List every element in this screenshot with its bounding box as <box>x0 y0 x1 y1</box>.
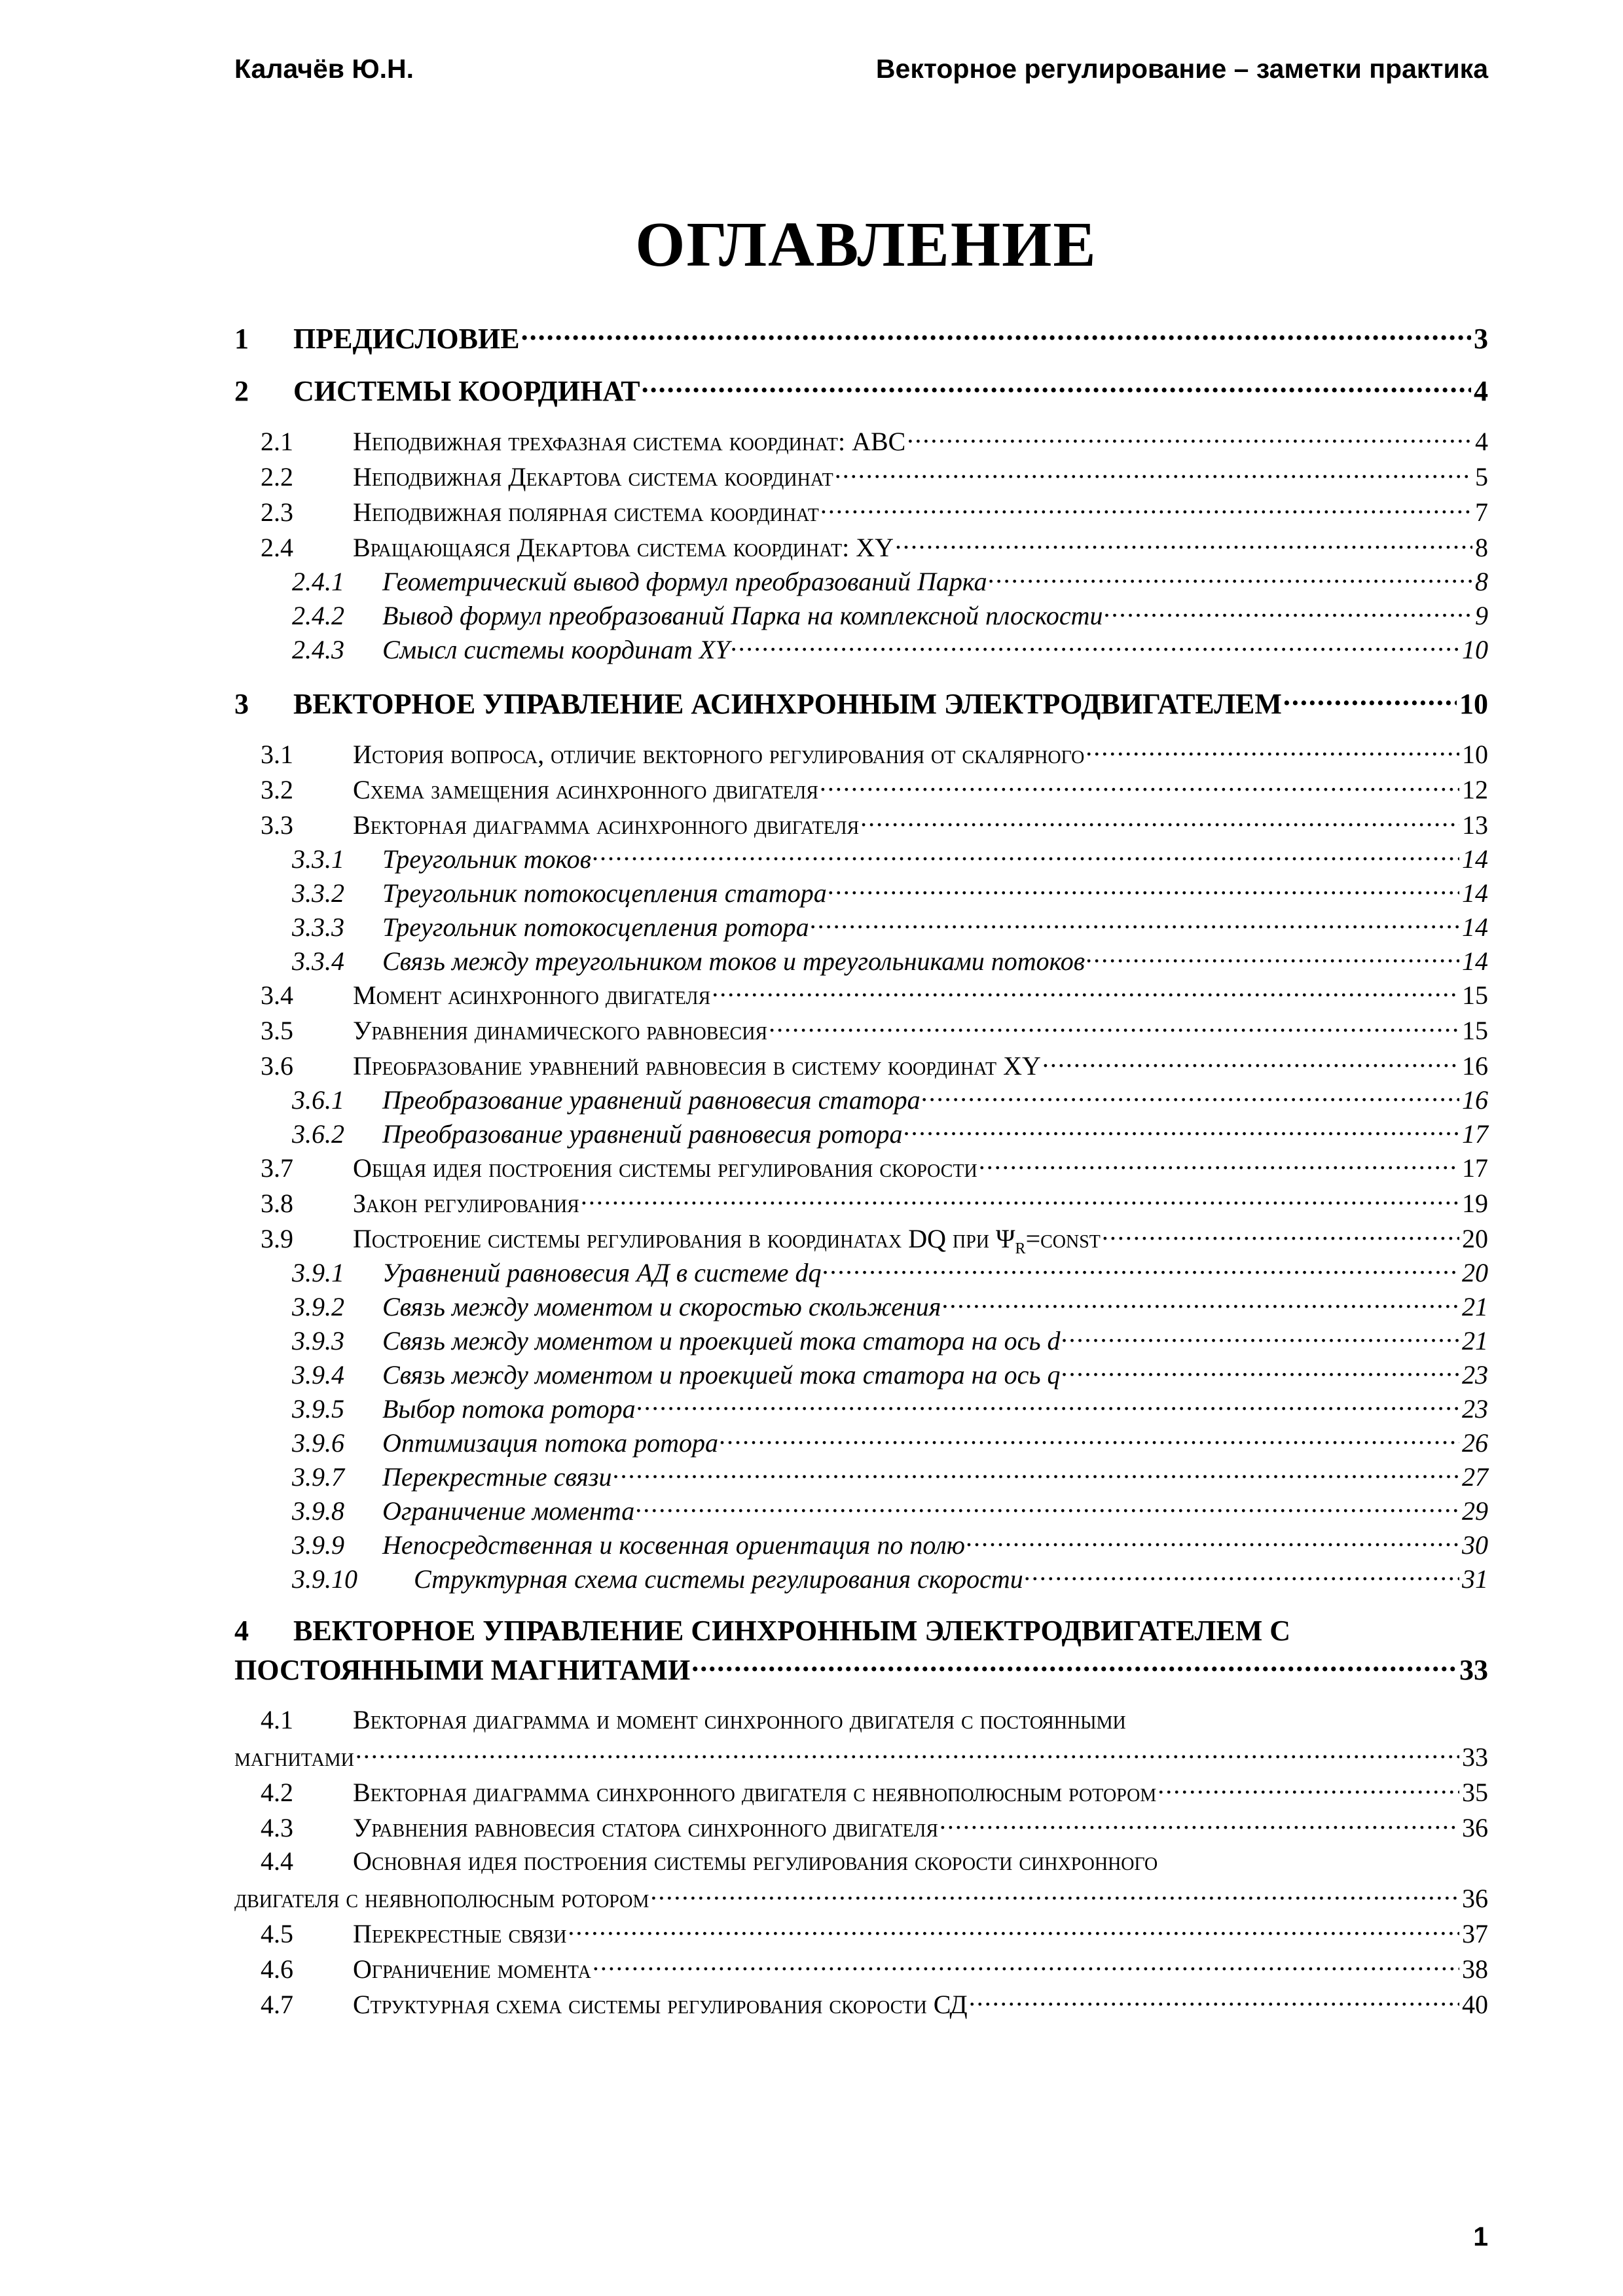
toc-entry-page: 29 <box>1462 1496 1488 1526</box>
toc-entry-3-3-2[interactable] <box>234 876 1488 908</box>
toc-entry-page: 33 <box>1462 1742 1488 1772</box>
toc-entry-number: 3.9.6 <box>292 1428 344 1458</box>
toc-entry-3-1[interactable] <box>234 737 1488 770</box>
toc-entry-title: Ограничение момента <box>382 1496 635 1526</box>
toc-entry-number: 2.2 <box>261 462 293 492</box>
toc-entry-page: 36 <box>1462 1813 1488 1842</box>
toc-entry-title: Векторная диаграмма и момент синхронного двигателя с постоянными <box>353 1705 1126 1734</box>
toc-entry-number: 3.6.1 <box>292 1085 344 1115</box>
toc-leader-dots <box>649 1881 1459 1907</box>
toc-leader-dots <box>1084 737 1459 763</box>
toc-leader-dots <box>894 530 1472 556</box>
toc-entry-page: 7 <box>1475 497 1488 527</box>
toc-leader-dots <box>903 1117 1459 1143</box>
toc-entry-title-subscript: R <box>1015 1240 1026 1257</box>
toc-entry-number: 2.3 <box>261 497 293 527</box>
toc-entry-3-4[interactable] <box>234 978 1488 1011</box>
toc-entry-2-4-1[interactable] <box>234 564 1488 597</box>
toc-entry-title: Основная идея построения системы регулирования скорости синхронного <box>353 1846 1158 1876</box>
toc-entry-title <box>353 1223 1101 1258</box>
toc-entry-4-3[interactable] <box>234 1810 1488 1843</box>
toc-entry-title: Связь между моментом и скоростью скольжения <box>382 1292 941 1321</box>
toc-entry-page: 9 <box>1475 601 1488 630</box>
toc-leader-dots <box>767 1013 1459 1039</box>
toc-entry-page: 16 <box>1462 1051 1488 1081</box>
toc-entry-number: 3.4 <box>261 980 293 1010</box>
toc-entry-4-7[interactable] <box>234 1987 1488 2020</box>
toc-entry-number: 4.7 <box>261 1990 293 2019</box>
toc-entry-title: Треугольник токов <box>382 844 592 874</box>
toc-entry-page: 23 <box>1462 1360 1488 1390</box>
toc-entry-number: 4.6 <box>261 1954 293 1984</box>
toc-entry-3-6-1[interactable] <box>234 1083 1488 1115</box>
toc-entry-title: Связь между моментом и проекцией тока статора на ось q <box>382 1360 1061 1390</box>
toc-entry-3-3[interactable] <box>234 808 1488 840</box>
toc-entry-title: СИСТЕМЫ КООРДИНАТ <box>293 375 640 407</box>
toc-leader-dots <box>690 1651 1457 1679</box>
toc-leader-dots <box>941 1289 1459 1316</box>
toc-leader-dots <box>1101 1221 1459 1247</box>
toc-entry-title: Треугольник потокосцепления статора <box>382 878 827 908</box>
toc-entry-title: Вращающаяся Декартова система координат: XY <box>353 533 894 562</box>
toc-entry-title: Неподвижная трехфазная система координат: ABC <box>353 427 906 456</box>
toc-entry-number: 2 <box>234 375 249 407</box>
toc-entry-number: 3.3.4 <box>292 946 344 976</box>
toc-entry-title: Выбор потока ротора <box>382 1394 636 1424</box>
toc-entry-number: 4 <box>234 1615 249 1647</box>
toc-entry-3-9-2[interactable] <box>234 1289 1488 1322</box>
toc-entry-number: 2.4.1 <box>292 567 344 596</box>
toc-entry-number: 3.9.5 <box>292 1394 344 1424</box>
toc-entry-number: 4.2 <box>261 1778 293 1807</box>
toc-entry-title: Преобразование уравнений равновесия ротора <box>382 1119 903 1149</box>
toc-entry-title-continued: двигателя с неявнополюсным ротором <box>234 1884 649 1913</box>
toc-entry-title: Смысл системы координат XY <box>382 635 730 664</box>
toc-entry-page: 8 <box>1475 533 1488 562</box>
toc-leader-dots <box>591 842 1459 868</box>
toc-leader-dots <box>579 1186 1459 1212</box>
toc-entry-4-1-line2[interactable] <box>234 1740 1488 1772</box>
toc-leader-dots <box>1061 1323 1459 1350</box>
toc-leader-dots <box>1156 1775 1459 1801</box>
toc-entry-4-1-line1[interactable] <box>234 1704 1488 1735</box>
toc-leader-dots <box>938 1810 1459 1837</box>
toc-entry-title: Перекрестные связи <box>382 1462 612 1492</box>
toc-entry-title: ВЕКТОРНОЕ УПРАВЛЕНИЕ СИНХРОННЫМ ЭЛЕКТРОДВИГАТЕЛЕМ С <box>293 1615 1291 1647</box>
toc-entry-page: 10 <box>1462 635 1488 664</box>
toc-leader-dots <box>1023 1562 1459 1588</box>
toc-leader-dots <box>1041 1049 1459 1075</box>
toc-entry-title: Геометрический вывод формул преобразований Парка <box>382 567 987 596</box>
toc-entry-title: Общая идея построения системы регулирования скорости <box>353 1153 977 1183</box>
toc-entry-page: 20 <box>1462 1258 1488 1287</box>
toc-entry-4-4-line1[interactable] <box>234 1846 1488 1876</box>
toc-leader-dots <box>809 910 1459 936</box>
toc-entry-number: 3.9.7 <box>292 1462 344 1492</box>
toc-entry-3-9-1[interactable] <box>234 1255 1488 1288</box>
toc-entry-3-9[interactable] <box>234 1221 1488 1258</box>
toc-entry-number: 3.9.2 <box>292 1292 344 1321</box>
toc-leader-dots <box>818 772 1459 798</box>
toc-entry-3-9-4[interactable] <box>234 1357 1488 1390</box>
toc-entry-2-4-3[interactable] <box>234 632 1488 665</box>
toc-entry-3-3-3[interactable] <box>234 910 1488 942</box>
toc-entry-page: 38 <box>1462 1954 1488 1984</box>
toc-leader-dots <box>640 372 1471 401</box>
page-number: 1 <box>1473 2221 1488 2251</box>
toc-title: ОГЛАВЛЕНИЕ <box>635 209 1097 280</box>
toc-entry-number: 3.9.4 <box>292 1360 344 1390</box>
toc-leader-dots <box>977 1151 1459 1177</box>
toc-entry-page: 23 <box>1462 1394 1488 1424</box>
toc-entry-page: 17 <box>1462 1119 1488 1149</box>
toc-leader-dots <box>921 1083 1459 1109</box>
toc-entry-number: 2.4 <box>261 533 293 562</box>
toc-leader-dots <box>968 1987 1459 2013</box>
toc-entry-title: Структурная схема системы регулирования скорости <box>414 1564 1023 1594</box>
toc-entry-title: Преобразование уравнений равновесия в систему координат XY <box>353 1051 1041 1081</box>
toc-entry-4-line2[interactable] <box>234 1651 1488 1687</box>
toc-entry-number: 3.3.2 <box>292 878 344 908</box>
toc-entry-page: 13 <box>1462 810 1488 840</box>
toc-entry-page: 15 <box>1462 1016 1488 1045</box>
toc-entry-title: Связь между треугольником токов и треугольниками потоков <box>382 946 1085 976</box>
toc-leader-dots <box>710 978 1459 1004</box>
toc-leader-dots <box>819 495 1472 521</box>
toc-entry-title-continued: магнитами <box>234 1742 354 1772</box>
toc-entry-4-5[interactable] <box>234 1916 1488 1949</box>
toc-entry-title: Уравнения динамического равновесия <box>353 1016 768 1045</box>
toc-entry-title: Закон регулирования <box>353 1189 579 1218</box>
toc-entry-4-2[interactable] <box>234 1775 1488 1808</box>
toc-entry-number: 2.1 <box>261 427 293 456</box>
toc-entry-3-8[interactable] <box>234 1186 1488 1219</box>
toc-leader-dots <box>822 1255 1459 1282</box>
toc-entry-number: 3.7 <box>261 1153 293 1183</box>
toc-entry-page: 10 <box>1459 688 1488 720</box>
toc-entry-3-9-5[interactable] <box>234 1391 1488 1424</box>
toc-entry-number: 4.4 <box>261 1846 293 1876</box>
toc-entry-3-9-3[interactable] <box>234 1323 1488 1356</box>
toc-entry-2-1[interactable] <box>234 424 1488 457</box>
toc-entry-title-continued: ПОСТОЯННЫМИ МАГНИТАМИ <box>234 1654 691 1686</box>
toc-entry-title: Схема замещения асинхронного двигателя <box>353 775 818 804</box>
toc-entry-number: 3.9.10 <box>292 1564 357 1594</box>
toc-entry-number: 3.6 <box>261 1051 293 1081</box>
toc-entry-page: 17 <box>1462 1153 1488 1183</box>
toc-entry-number: 4.1 <box>261 1705 293 1734</box>
toc-entry-3-9-6[interactable] <box>234 1426 1488 1458</box>
toc-entry-3-2[interactable] <box>234 772 1488 805</box>
running-header-author: Калачёв Ю.Н. <box>234 54 414 84</box>
toc-leader-dots <box>520 319 1471 348</box>
toc-entry-number: 3.5 <box>261 1016 293 1045</box>
toc-entry-number: 4.5 <box>261 1919 293 1948</box>
toc-entry-title: История вопроса, отличие векторного регулирования от скалярного <box>353 740 1085 769</box>
toc-entry-page: 14 <box>1462 844 1488 874</box>
toc-entry-3-9-8[interactable] <box>234 1494 1488 1526</box>
toc-entry-4-6[interactable] <box>234 1952 1488 1984</box>
toc-entry-page: 40 <box>1462 1990 1488 2019</box>
toc-entry-3-3-1[interactable] <box>234 842 1488 874</box>
running-header-title: Векторное регулирование – заметки практика <box>875 54 1488 84</box>
toc-entry-page: 21 <box>1462 1292 1488 1321</box>
toc-entry-title: ПРЕДИСЛОВИЕ <box>293 323 520 355</box>
toc-entry-2-4[interactable] <box>234 530 1488 563</box>
toc-leader-dots <box>1061 1357 1459 1384</box>
toc-leader-dots <box>859 808 1459 834</box>
toc-leader-dots <box>965 1528 1459 1554</box>
toc-entry-3-9-9[interactable] <box>234 1528 1488 1560</box>
toc-entry-page: 35 <box>1462 1778 1488 1807</box>
toc-entry-number: 4.3 <box>261 1813 293 1842</box>
toc-entry-number: 2.4.2 <box>292 601 344 630</box>
toc-entry-4-line1[interactable] <box>234 1614 1488 1647</box>
toc-leader-dots <box>827 876 1459 902</box>
toc-entry-title: Неподвижная полярная система координат <box>353 497 819 527</box>
toc-entry-title: Непосредственная и косвенная ориентация по полю <box>382 1530 965 1560</box>
toc-entry-page: 21 <box>1462 1326 1488 1355</box>
toc-entry-page: 12 <box>1462 775 1488 804</box>
toc-entry-number: 3.9.8 <box>292 1496 344 1526</box>
toc-entry-title: Перекрестные связи <box>353 1919 567 1948</box>
toc-entry-number: 3.1 <box>261 740 293 769</box>
toc-entry-title: Момент асинхронного двигателя <box>353 980 711 1010</box>
toc-entry-page: 26 <box>1462 1428 1488 1458</box>
toc-entry-page: 27 <box>1462 1462 1488 1492</box>
toc-entry-page: 8 <box>1475 567 1488 596</box>
toc-entry-page: 14 <box>1462 912 1488 942</box>
toc-entry-number: 3.6.2 <box>292 1119 344 1149</box>
toc-leader-dots <box>905 424 1472 450</box>
toc-entry-title-main: Построение системы регулирования в координатах DQ при Ψ <box>353 1224 1015 1253</box>
toc-entry-page: 19 <box>1462 1189 1488 1218</box>
toc-entry-3[interactable] <box>234 685 1488 721</box>
toc-entry-page: 10 <box>1462 740 1488 769</box>
toc-entry-page: 4 <box>1475 427 1488 456</box>
toc-leader-dots <box>730 632 1459 658</box>
toc-leader-dots <box>354 1740 1459 1766</box>
toc-entry-title: Неподвижная Декартова система координат <box>353 462 833 492</box>
toc-entry-number: 3.3.3 <box>292 912 344 942</box>
toc-entry-4-4-line2[interactable] <box>234 1881 1488 1914</box>
toc-leader-dots <box>1085 944 1459 970</box>
toc-entry-title: Векторная диаграмма асинхронного двигателя <box>353 810 860 840</box>
toc-leader-dots <box>833 459 1472 486</box>
toc-entry-page: 31 <box>1462 1564 1488 1594</box>
toc-entry-page: 37 <box>1462 1919 1488 1948</box>
toc-entry-page: 33 <box>1459 1654 1488 1686</box>
toc-entry-3-9-7[interactable] <box>234 1460 1488 1492</box>
toc-entry-number: 3.9 <box>261 1224 293 1253</box>
toc-entry-number: 3.2 <box>261 775 293 804</box>
toc-entry-title: Уравнения равновесия статора синхронного двигателя <box>353 1813 938 1842</box>
toc-entry-3-3-4[interactable] <box>234 944 1488 977</box>
toc-entry-page: 4 <box>1474 375 1488 407</box>
toc-entry-number: 3.9.9 <box>292 1530 344 1560</box>
toc-leader-dots <box>1103 598 1472 624</box>
toc-entry-title: Уравнений равновесия АД в системе dq <box>382 1258 822 1287</box>
toc-entry-number: 3.8 <box>261 1189 293 1218</box>
toc-entry-3-9-10[interactable] <box>234 1562 1488 1594</box>
toc-leader-dots <box>566 1916 1459 1943</box>
toc-entry-title: Преобразование уравнений равновесия статора <box>382 1085 921 1115</box>
toc-entry-number: 3.9.3 <box>292 1326 344 1355</box>
toc-entry-page: 15 <box>1462 980 1488 1010</box>
toc-entry-number: 3.9.1 <box>292 1258 344 1287</box>
toc-entry-3-5[interactable] <box>234 1013 1488 1046</box>
toc-leader-dots <box>591 1952 1459 1978</box>
toc-entry-page: 14 <box>1462 946 1488 976</box>
toc-entry-title: Ограничение момента <box>353 1954 591 1984</box>
toc-entry-3-6[interactable] <box>234 1049 1488 1081</box>
toc-leader-dots <box>634 1494 1459 1520</box>
toc-entry-title: Векторная диаграмма синхронного двигателя с неявнополюсным ротором <box>353 1778 1157 1807</box>
toc-leader-dots <box>987 564 1472 590</box>
toc-entry-page: 14 <box>1462 878 1488 908</box>
toc-entry-title-tail: =const <box>1025 1224 1101 1253</box>
toc-entry-2-2[interactable] <box>234 459 1488 492</box>
toc-leader-dots <box>1282 685 1457 713</box>
toc-entry-title: Вывод формул преобразований Парка на комплексной плоскости <box>382 601 1103 630</box>
toc-entry-number: 3.3.1 <box>292 844 344 874</box>
toc-entry-title: Связь между моментом и проекцией тока статора на ось d <box>382 1326 1061 1355</box>
toc-entry-number: 3.3 <box>261 810 293 840</box>
toc-entry-page: 36 <box>1462 1884 1488 1913</box>
toc-entry-page: 30 <box>1462 1530 1488 1560</box>
toc-leader-dots <box>636 1391 1459 1418</box>
toc-entry-number: 1 <box>234 323 249 355</box>
toc-entry-3-6-2[interactable] <box>234 1117 1488 1149</box>
toc-leader-dots <box>611 1460 1459 1486</box>
toc-entry-title: ВЕКТОРНОЕ УПРАВЛЕНИЕ АСИНХРОННЫМ ЭЛЕКТРОДВИГАТЕЛЕМ <box>293 688 1282 720</box>
toc-leader-dots <box>718 1426 1459 1452</box>
toc-entry-1[interactable] <box>234 319 1488 355</box>
toc-entry-page: 20 <box>1462 1224 1488 1253</box>
toc-entry-page: 5 <box>1475 462 1488 492</box>
toc-entry-2-4-2[interactable] <box>234 598 1488 631</box>
toc-entry-page: 16 <box>1462 1085 1488 1115</box>
toc-entry-title: Структурная схема системы регулирования скорости СД <box>353 1990 968 2019</box>
toc-entry-3-7[interactable] <box>234 1151 1488 1183</box>
toc-entry-number: 3 <box>234 688 249 720</box>
toc-entry-2[interactable] <box>234 372 1488 408</box>
toc-entry-number: 2.4.3 <box>292 635 344 664</box>
toc-entry-2-3[interactable] <box>234 495 1488 528</box>
toc-entry-title: Оптимизация потока ротора <box>382 1428 718 1458</box>
toc-entry-title: Треугольник потокосцепления ротора <box>382 912 809 942</box>
toc-entry-page: 3 <box>1474 323 1488 355</box>
